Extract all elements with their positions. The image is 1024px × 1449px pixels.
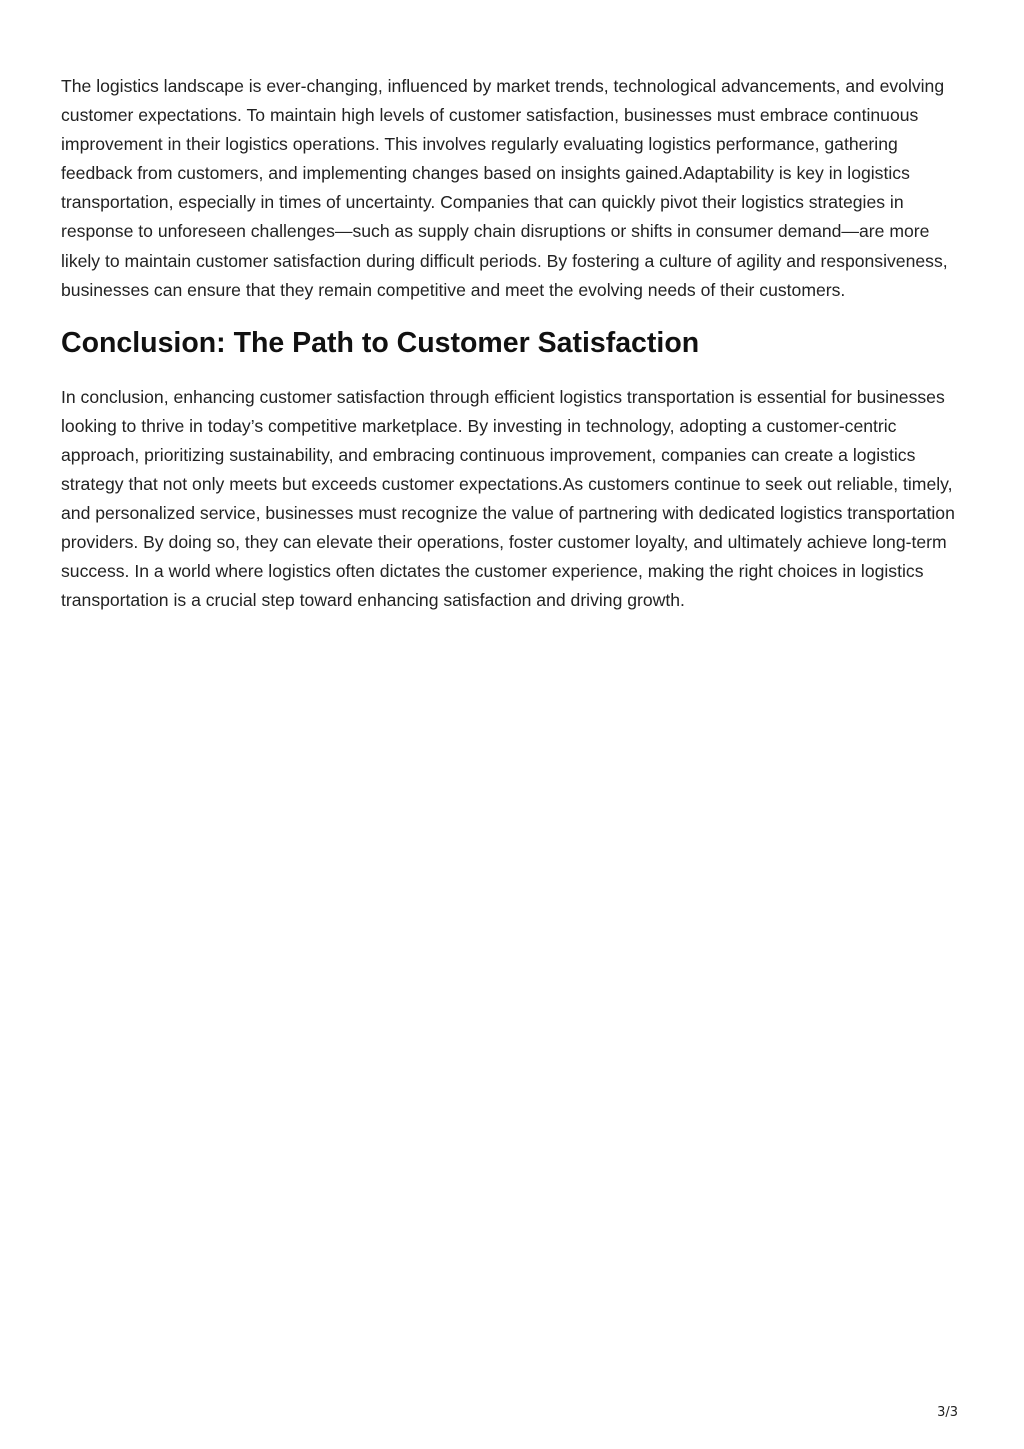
body-paragraph-conclusion: In conclusion, enhancing customer satisfaction through efficient logistics transportation is essential for businesses looking to thrive in today’s competitive marketplace. By investing in technology, adopting a customer-centric approach, prioritizing sustainability, and embracing continuous improvement, companies can create a logistics strategy that not only meets but exceeds customer expectations.As customers continue to seek out reliable, timely, and personalized service, businesses must recognize the value of partnering with dedicated logistics transportation providers. By doing so, they can elevate their operations, foster customer loyalty, and ultimately achieve long-term success. In a world where logistics often dictates the customer experience, making the right choices in logistics transportation is a crucial step toward enhancing satisfaction and driving growth. [61, 386, 955, 611]
document-page [61, 72, 966, 616]
body-paragraph-adaptability: The logistics landscape is ever-changing, influenced by market trends, technological advancements, and evolving customer expectations. To maintain high levels of customer satisfaction, businesses must embrace continuous improvement in their logistics operations. This involves regularly evaluating logistics performance, gathering feedback from customers, and implementing changes based on insights gained.Adaptability is key in logistics transportation, especially in times of uncertainty. Companies that can quickly pivot their logistics strategies in response to unforeseen challenges—such as supply chain disruptions or shifts in consumer demand—are more likely to maintain customer satisfaction during difficult periods. By fostering a culture of agility and responsiveness, businesses can ensure that they remain competitive and meet the evolving needs of their customers. [61, 76, 948, 300]
section-heading-conclusion: Conclusion: The Path to Customer Satisfaction [61, 326, 700, 359]
page-number: 3/3 [937, 1405, 958, 1420]
